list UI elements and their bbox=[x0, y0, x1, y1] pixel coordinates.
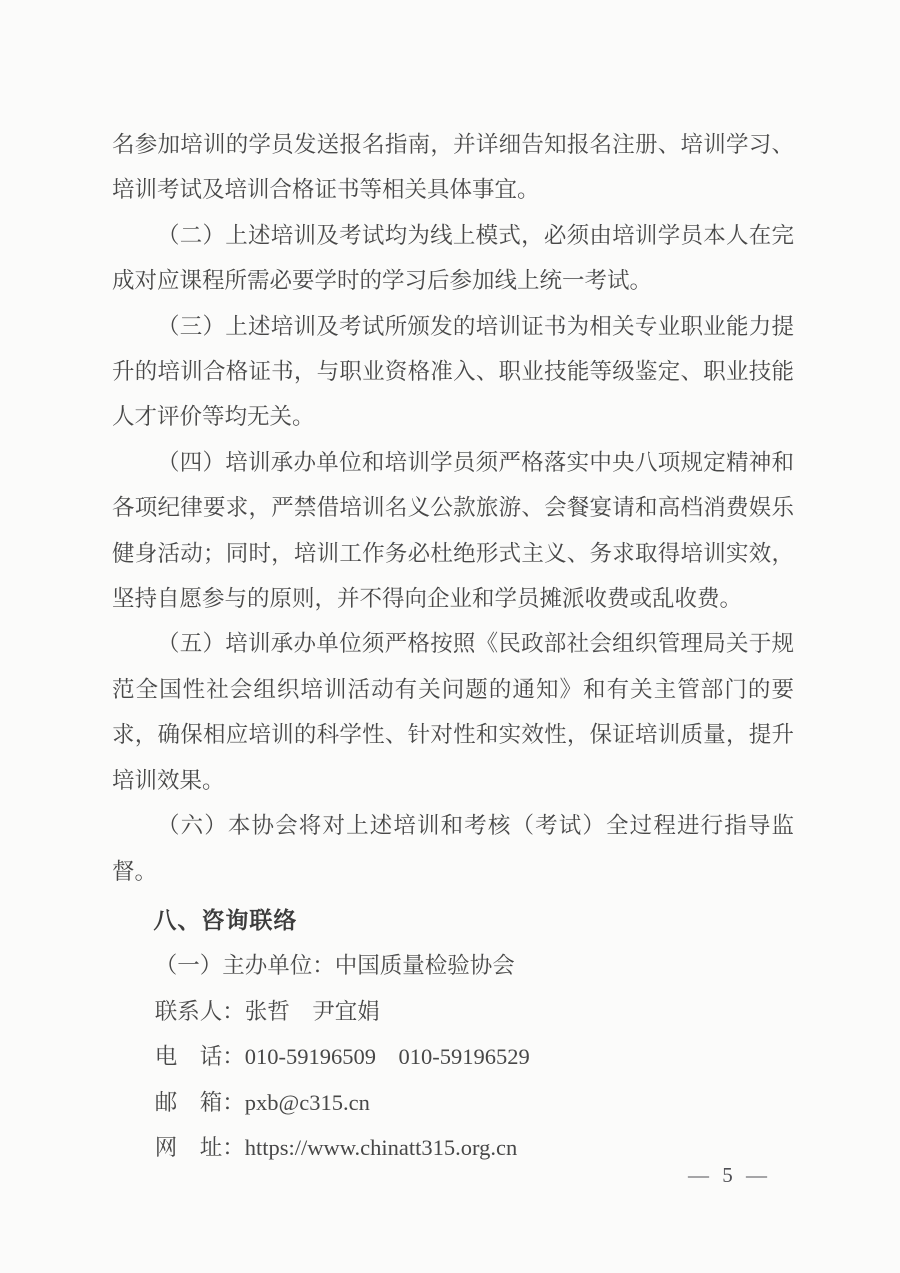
document-body bbox=[112, 122, 794, 1170]
section-heading-consultation: 八、咨询联络 bbox=[153, 906, 298, 933]
body-paragraph-item-6: （六）本协会将对上述培训和考核（考试）全过程进行指导监督。 bbox=[112, 813, 794, 884]
contact-line-website: 网 址：https://www.chinatt315.org.cn bbox=[154, 1134, 518, 1160]
body-paragraph-item-5: （五）培训承办单位须严格按照《民政部社会组织管理局关于规范全国性社会组织培训活动有关问题的通知》和有关主管部门的要求，确保相应培训的科学性、针对性和实效性，保证培训质量，提升培训效果。 bbox=[112, 631, 794, 793]
contact-line-contact-persons: 联系人：张哲 尹宜娟 bbox=[154, 998, 380, 1024]
body-paragraph-item-4: （四）培训承办单位和培训学员须严格落实中央八项规定精神和各项纪律要求，严禁借培训名义公款旅游、会餐宴请和高档消费娱乐健身活动；同时，培训工作务必杜绝形式主义、务求取得培训实效，坚持自愿参与的原则，并不得向企业和学员摊派收费或乱收费。 bbox=[112, 449, 794, 612]
contact-line-phone-numbers: 电 话：010-59196509 010-59196529 bbox=[154, 1044, 530, 1070]
page-number: — 5 — bbox=[688, 1163, 771, 1187]
contact-line-host-organization: （一）主办单位：中国质量检验协会 bbox=[154, 953, 515, 979]
body-paragraph-item-3: （三）上述培训及考试所颁发的培训证书为相关专业职业能力提升的培训合格证书，与职业资格准入、职业技能等级鉴定、职业技能人才评价等均无关。 bbox=[112, 313, 794, 430]
body-paragraph-item-2: （二）上述培训及考试均为线上模式，必须由培训学员本人在完成对应课程所需必要学时的学习后参加线上统一考试。 bbox=[112, 222, 794, 294]
body-paragraph-continuation: 名参加培训的学员发送报名指南，并详细告知报名注册、培训学习、培训考试及培训合格证书等相关具体事宜。 bbox=[112, 132, 794, 203]
contact-line-email: 邮 箱：pxb@c315.cn bbox=[154, 1089, 370, 1115]
